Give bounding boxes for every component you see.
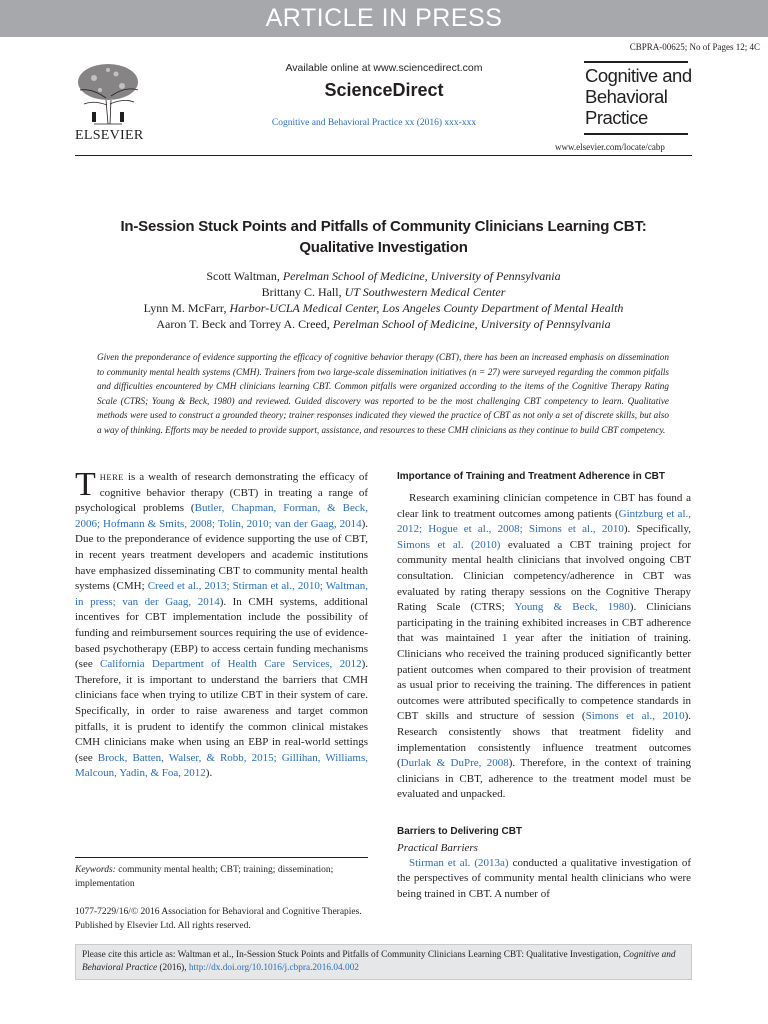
journal-citation-link[interactable]: Cognitive and Behavioral Practice xx (2016) xxx-xxx: [271, 118, 477, 128]
manuscript-reference: CBPRA-00625; No of Pages 12; 4C: [629, 42, 760, 52]
keywords: [75, 864, 368, 891]
drop-cap: T: [75, 466, 96, 503]
journal-url-link[interactable]: www.elsevier.com/locate/cabp: [555, 142, 665, 152]
text-run: evaluated a CBT training project for community mental health clinicians that involved ongoing CBT consultation. Clinician competency/adherence in CBT was evaluated by rating therapy sessions on the Cognitive Therapy Rating Scale (CTRS;: [397, 538, 691, 614]
header-divider: [75, 155, 692, 156]
abstract: Given the preponderance of evidence supporting the efficacy of cognitive behavior therapy (CBT), there has been an increased emphasis on dissemination to community mental health systems (CMH). Trainers from two large-scale dissemination initiatives (n = 27) were surveyed regarding the common pitfalls and difficulties encountered by CMH clinicians learning CBT. Common pitfalls were organized according to the items of the Cognitive Therapy Rating Scale (CTRS; Young & Beck, 1980) and reviewed. Guided discovery was reported to be the most challenging CBT competency to learn. Qualitative methods were used to construct a grounded theory; trainer responses indicated they viewed the practice of CBT as not only a set of discrete skills, but also a way of thinking. Efforts may be needed to provide support, assistance, and resources to these CMH clinicians as they continue to build CBT competency.: [97, 352, 669, 435]
title-line-1: In-Session Stuck Points and Pitfalls of Community Clinicians Learning CBT:: [120, 218, 647, 235]
cover-top-rule: [584, 61, 688, 63]
keywords-divider: [75, 857, 368, 858]
author-name: Aaron T. Beck and Torrey A. Creed,: [156, 317, 333, 331]
text-run: ). Therefore, it is important to understand the barriers that CMH clinicians face when trying to utilize CBT in their system of care. Specifically, in order to raise awareness and target common pitfalls, it is prudent to identify the common clinical mistakes CMH clinicians make when using an EBP in real-world settings (see: [75, 658, 368, 764]
citation-box: [75, 944, 692, 980]
small-caps-lead: HERE: [99, 472, 124, 482]
sciencedirect-logo: ScienceDirect: [324, 80, 444, 100]
intro-paragraph: [75, 466, 369, 782]
cover-bottom-rule: [584, 133, 688, 135]
keywords-text: community mental health; CBT; training; dissemination; implementation: [75, 865, 334, 889]
author-line: [75, 316, 692, 332]
author-name: Lynn M. McFarr,: [143, 301, 230, 315]
author-name: Scott Waltman,: [206, 269, 283, 283]
article-in-press-banner: [0, 0, 768, 37]
citation-link[interactable]: Young & Beck, 1980: [514, 601, 630, 614]
body-paragraph: [397, 491, 691, 803]
copyright-notice: 1077-7229/16/© 2016 Association for Behavioral and Cognitive Therapies. Published by Elsevier Ltd. All rights reserved.: [75, 907, 362, 931]
banner-text: ARTICLE IN PRESS: [265, 4, 503, 32]
left-column: [75, 466, 369, 782]
section-heading: Barriers to Delivering CBT: [397, 825, 523, 837]
text-run: (2016),: [157, 963, 189, 973]
text-run: ). Therefore, in the context of training clinicians in CBT, adherence to the treatment model must be evaluated and unpacked.: [397, 757, 691, 801]
keywords-label: Keywords:: [75, 865, 116, 875]
elsevier-wordmark: ELSEVIER: [75, 128, 144, 143]
citation-link[interactable]: Creed et al., 2013; Stirman et al., 2010; Waltman, in press; van der Gaag, 2014: [75, 580, 368, 608]
cover-title-line: Behavioral: [585, 86, 668, 107]
author-line: [75, 300, 692, 316]
doi-link[interactable]: http://dx.doi.org/10.1016/j.cbpra.2016.04.002: [188, 963, 359, 973]
text-run: ). Due to the preponderance of evidence supporting the use of CBT, in recent years treatment developers and academic institutions have emphasized disseminating CBT to community mental health systems (CMH;: [75, 517, 368, 593]
citation-link[interactable]: Gintzburg et al., 2012; Hogue et al., 2008; Simons et al., 2010: [397, 507, 691, 536]
cover-title-line: Cognitive and: [585, 65, 692, 86]
author-name: Brittany C. Hall,: [261, 285, 345, 299]
journal-cover-title: [585, 65, 692, 128]
text-run: ). Clinicians participating in the training exhibited increases in CBT adherence that was maintained 1 year after the initiation of training. Clinicians who received the training produced significantly better patient outcomes when compared to their provision of treatment as usual prior to receiving the training. The differences in patient outcomes were attributed specifically to competence standards in CBT skills and structure of session (: [397, 601, 691, 723]
journal-name: Cognitive and Behavioral Practice: [82, 950, 676, 973]
author-affiliation: Perelman School of Medicine, University of Pennsylvania: [332, 317, 611, 331]
citation-link[interactable]: Durlak & DuPre, 2008: [400, 757, 509, 770]
citation-link[interactable]: Stirman et al. (2013a): [409, 856, 509, 869]
text-run: ). Research consistently shows that treatment fidelity and implementation consistently influence treatment outcomes (: [397, 710, 691, 770]
author-affiliation: Perelman School of Medicine, University of Pennsylvania: [282, 269, 561, 283]
text-run: Please cite this article as: Waltman et al., In-Session Stuck Points and Pitfalls of Community Clinicians Learning CBT: Qualitative Investigation,: [82, 950, 624, 960]
body-paragraph: [397, 856, 691, 903]
section-heading: Importance of Training and Treatment Adherence in CBT: [397, 471, 666, 482]
cover-title-line: Practice: [585, 107, 648, 128]
article-title: [75, 216, 692, 258]
author-line: [75, 268, 692, 284]
text-run: conducted a qualitative investigation of the perspectives of community mental health clinicians who were being trained in CBT. A number of: [397, 856, 691, 901]
available-online-text: Available online at www.sciencedirect.com: [285, 62, 483, 74]
title-line-2: Qualitative Investigation: [299, 239, 468, 256]
text-run: ). In CMH systems, additional incentives for CBT implementation include the possibility of funding and reimbursement sources requiring the use of evidence-based psychotherapy (EBP) to access certain funding mechanisms (see: [75, 595, 368, 671]
text-run: Research examining clinician competence in CBT has found a clear link to treatment outcomes among patients (: [397, 492, 691, 520]
subsection-heading: Practical Barriers: [397, 841, 478, 854]
right-column: [397, 470, 691, 903]
text-run: ).: [205, 767, 213, 780]
citation-link[interactable]: Brock, Batten, Walser, & Robb, 2015; Gillihan, Williams, Malcoun, Yadin, & Foa, 2012: [75, 751, 368, 780]
text-run: ). Specifically,: [623, 523, 692, 536]
citation-link[interactable]: California Department of Health Care Services, 2012: [100, 658, 362, 671]
author-line: [75, 284, 692, 300]
author-affiliation: Harbor-UCLA Medical Center, Los Angeles County Department of Mental Health: [229, 301, 624, 315]
text-run: is a wealth of research demonstrating the efficacy of cognitive behavior therapy (CBT) in treating a range of psychological problems (: [75, 471, 368, 515]
author-affiliation: UT Southwestern Medical Center: [344, 285, 506, 299]
author-list: [75, 268, 692, 332]
citation-link[interactable]: Butler, Chapman, Forman, & Beck, 2006; Hofmann & Smits, 2008; Tolin, 2010; van der Gaag, 2014: [75, 502, 369, 530]
citation-link[interactable]: Simons et al. (2010): [397, 538, 501, 551]
citation-link[interactable]: Simons et al., 2010: [585, 710, 685, 723]
